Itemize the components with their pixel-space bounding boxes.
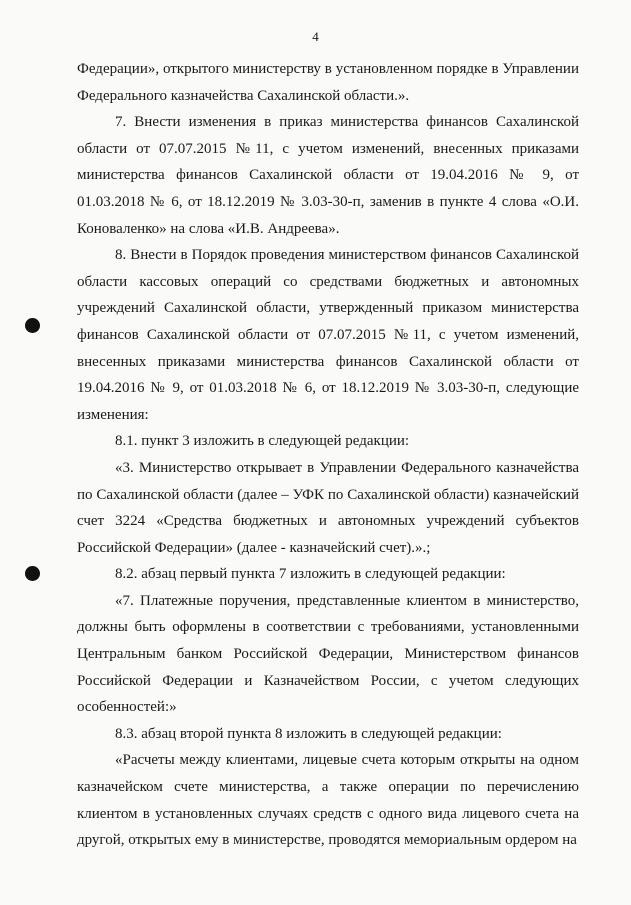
paragraph-item-8-1: 8.1. пункт 3 изложить в следующей редакции: xyxy=(115,433,410,450)
paragraph-item-7: 7. Внести изменения в приказ министерства финансов Сахалинской области от 07.07.2015 №11, с учетом изменений, внесенных приказами министерства финансов Сахалинской области от 19.04.2016 № 9, от 01.03.2018 № 6, от 18.12.2019 № 3.03-30-п, заменив в пункте 4 слова «О.И. Коноваленко» на слова «И.В. Андреева». xyxy=(77,114,579,237)
paragraph-continuation: Федерации», открытого министерству в установленном порядке в Управлении Федерального казначейства Сахалинской области.». xyxy=(77,61,579,104)
paragraph-item-8: 8. Внести в Порядок проведения министерством финансов Сахалинской области кассовых операций со средствами бюджетных и автономных учреждений Сахалинской области, утвержденный приказом министерства финансов Сахалинской области от 07.07.2015 №11, с учетом изменений, внесенных приказами министерства финансов Сахалинской области от 19.04.2016 № 9, от 01.03.2018 № 6, от 18.12.2019 № 3.03-30-п, следующие изменения: xyxy=(77,247,579,423)
binder-hole xyxy=(25,566,40,581)
paragraph-item-8-3: 8.3. абзац второй пункта 8 изложить в следующей редакции: xyxy=(115,725,502,742)
document-body xyxy=(77,56,579,854)
binder-hole xyxy=(25,318,40,333)
page-number: 4 xyxy=(312,29,319,44)
paragraph-item-8-2: 8.2. абзац первый пункта 7 изложить в следующей редакции: xyxy=(115,566,506,583)
quote-item-7: «7. Платежные поручения, представленные клиентом в министерство, должны быть оформлены в соответствии с требованиями, установленными Центральным банком Российской Федерации, Министерством финансов Российской Федерации и Казначейством России, с учетом следующих особенностей:» xyxy=(77,592,579,716)
quote-settlements: «Расчеты между клиентами, лицевые счета которым открыты на одном казначейском счете министерства, а также операции по перечислению клиентом в установленных случаях средств с одного вида лицевого счета на другой, открытых ему в министерстве, проводятся мемориальным ордером на xyxy=(77,752,579,849)
quote-item-3: «3. Министерство открывает в Управлении Федерального казначейства по Сахалинской области (далее – УФК по Сахалинской области) казначейский счет 3224 «Средства бюджетных и автономных учреждений субъектов Российской Федерации» (далее - казначейский счет).».; xyxy=(77,459,579,556)
